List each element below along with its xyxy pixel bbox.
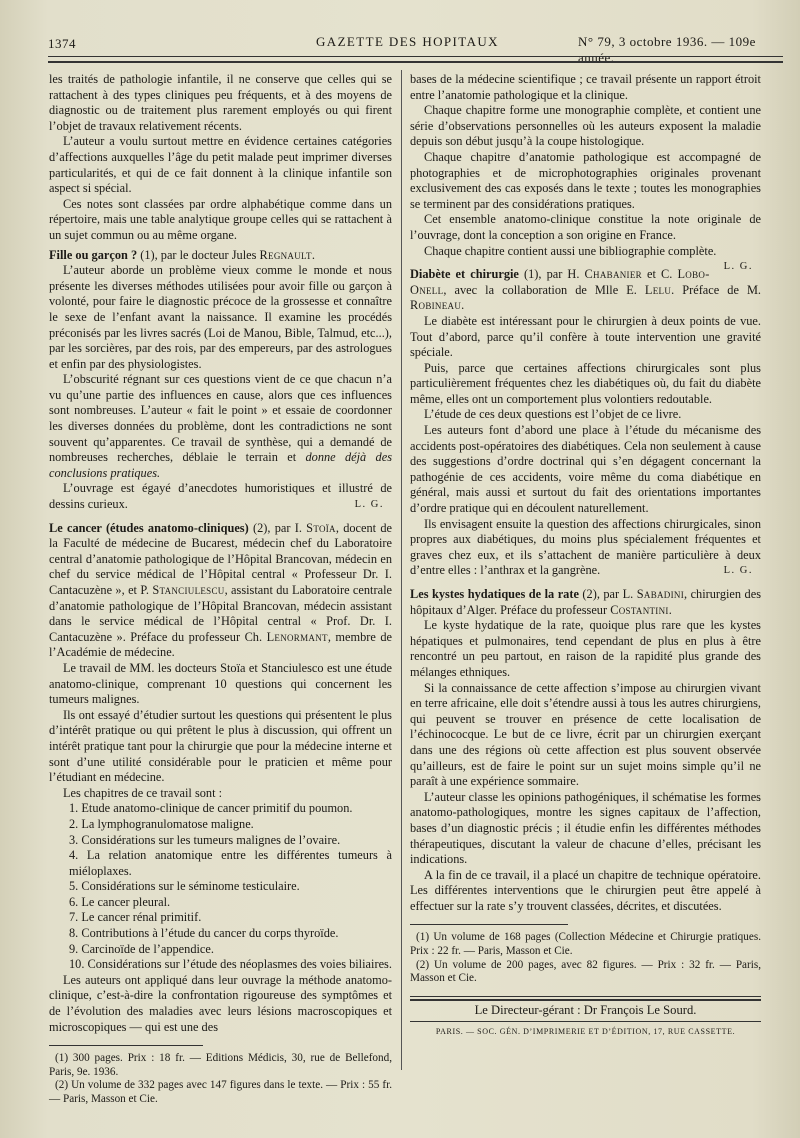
paragraph: Les auteurs font d’abord une place à l’étude du mécanisme des accidents post-opératoires des diabétiques. Cela non seulement à cause des suggestions d’ordre doctrinal qui s’en dégagent concernant la pathogénie de ces accidents, voire même du coma diabétique en général, mais aussi et surtout du fait des orientations importantes d’ordre pratique qui en découlent naturellement. <box>410 423 761 516</box>
review-heading-diabete: Diabète et chirurgie (1), par H. Chabanier et C. Lobo-Onell, avec la collaboration de Mlle E. Lelu. Préface de M. Robineau. <box>410 267 762 313</box>
page-header <box>48 30 770 65</box>
footnote-rule <box>410 924 568 925</box>
paragraph: L’auteur a voulu surtout mettre en évidence certaines catégories d’affections auxquelles l’âge du petit malade peut imprimer diverses particularités, et qui de ce fait donnent à la clinique infantile son aspect si spécial. <box>49 134 392 196</box>
review-title: Le cancer (études anatomo-cliniques) <box>49 520 249 535</box>
journal-title: GAZETTE DES HOPITAUX <box>316 34 499 49</box>
review-title: Fille ou garçon ? <box>49 247 138 262</box>
issue-info: N° 79, 3 octobre 1936. — 109e année. <box>578 34 756 65</box>
paragraph: Chaque chapitre contient aussi une bibliographie complète. L. G. <box>410 244 761 260</box>
paragraph: Puis, parce que certaines affections chirurgicales sont plus particulièrement fréquentes chez les diabétiques où, du fait du diabète même, elles ont un comportement plus volontiers redoutable. <box>410 360 761 406</box>
column-divider <box>401 70 402 1070</box>
list-item: 5. Considérations sur le séminome testiculaire. <box>69 879 300 894</box>
list-item: 3. Considérations sur les tumeurs malignes de l’ovaire. <box>69 832 341 847</box>
list-item: 2. La lymphogranulomatose maligne. <box>69 816 254 831</box>
list-item: 7. Le cancer rénal primitif. <box>69 910 202 925</box>
signature: L. G. <box>723 261 753 273</box>
page-number: 1374 <box>48 36 76 51</box>
printer-imprint: PARIS. — SOC. GÉN. D’IMPRIMERIE ET D’ÉDITION, 17, RUE CASSETTE. <box>435 1027 736 1037</box>
list-item: 9. Carcinoïde de l’appendice. <box>69 941 214 956</box>
footer-rule <box>410 1021 761 1022</box>
paragraph: Ils ont essayé d’étudier surtout les questions qui présentent le plus d’intérêt pratique ou qui prêtent le plus à discussion, qui offrent un intérêt pratique tant pour la chirurgie que pour la médecine interne et sont d’une utilité considérable pour le praticien et même pour l’étudiant en médecine. <box>49 707 392 785</box>
paragraph: L’étude de ces deux questions est l’objet de ce livre. <box>424 407 682 422</box>
paragraph: Le travail de MM. les docteurs Stoïa et Stanciulesco est une étude anatomo-clinique, comprenant 10 questions qui concernent les tumeurs malignes. <box>49 660 392 707</box>
paragraph: L’obscurité régnant sur ces questions vient de ce que chacun n’a vu qu’une partie des influences en cause, alors que ces influences sont nombreuses. L’auteur « fait le point » et essaie de coordonner les diverses données du problème, dont les contradictions ne sont souvent qu’apparentes. Ce travail de synthèse, qui a demandé de nombreuses recherches, déblaie le terrain et donne déjà des conclusions pratiques. <box>49 372 393 480</box>
paragraph: Les chapitres de ce travail sont : <box>63 785 223 800</box>
review-heading-kystes: Les kystes hydatiques de la rate (2), par L. Sabadini, chirurgien des hôpitaux d’Alger. Préface du professeur Costantini. <box>410 587 761 617</box>
paragraph: L’auteur classe les opinions pathogéniques, il schématise les formes anatomo-pathologiques, montre les signes capitaux de l’affection, bases d’un diagnostic précis ; il étudie enfin les différentes méthodes thérapeutiques, discutant la valeur de chacune d’elles, précisant les indications. <box>410 789 761 867</box>
paragraph: L’ouvrage est égayé d’anecdotes humoristiques et illustré de dessins curieux. L. G. <box>49 481 392 512</box>
paragraph: Ces notes sont classées par ordre alphabétique comme dans un répertoire, mais une table analytique groupe celles qui se rattachent à un sujet commun ou au même organe. <box>49 196 392 242</box>
author-name: Regnault <box>259 247 312 262</box>
signature: L. G. <box>354 499 384 511</box>
paragraph: Ils envisagent ensuite la question des affections chirurgicales, sinon propres aux diabétiques, du moins plus spécialement fréquentes et graves chez eux, et ils s’attachent de manière particulière à deux d’entre elles : l’anthrax et la gangrène. L. G. <box>410 516 761 578</box>
paragraph: Si la connaissance de cette affection s’impose au chirurgien vivant en terre africaine, elle doit s’étendre aussi à tous les autres chirurgiens, qui peuvent se trouver en présence de cette localisation de l’échinococque. Le but de ce livre, écrit par un chirurgien exerçant dans une des régions où cette affection est plus souvent observée qu’ailleurs, est de faire le point sur un sujet moins simple qu’il ne paraît à une expérience sommaire. <box>410 680 761 789</box>
list-item: 4. La relation anatomique entre les différentes tumeurs à miéloplaxes. <box>69 848 392 878</box>
paragraph: Le kyste hydatique de la rate, quoique plus rare que les kystes hépatiques et pulmonaires, tend cependant de plus en plus à être rencontré un peu partout, en raison de la rapidité plus grande des mélanges ethniques. <box>410 618 761 679</box>
footnote: (2) Un volume de 200 pages, avec 82 figures. — Prix : 32 fr. — Paris, Masson et Cie. <box>410 958 761 985</box>
list-item: 8. Contributions à l’étude du cancer du corps thyroïde. <box>69 926 339 941</box>
header-rule <box>48 56 783 57</box>
review-heading-fille: Fille ou garçon ? (1), par le docteur Jules Regnault. <box>49 247 315 262</box>
paragraph: L’auteur aborde un problème vieux comme le monde et nous présente les diverses méthodes utilisées pour avoir fille ou garçon à volonté, pour faire le diagnostic précoce de la grossesse et connaître le sexe de l’enfant avant la naissance. Il examine les procédés préconisés par les livres sacrés (Loi de Manou, Bible, Talmud, etc...), par les sorcières, par des rois, par des empereurs, par des astrologues et enfin par des physiologistes. <box>49 263 392 371</box>
review-title: Les kystes hydatiques de la rate <box>410 587 579 601</box>
paragraph: Les auteurs ont appliqué dans leur ouvrage la méthode anatomo-clinique, c’est-à-dire la confrontation rigoureuse des symptômes et de l’évolution des maladies avec leurs lésions macroscopiques et microscopiques — qui est une des <box>49 972 392 1034</box>
footnote: (1) 300 pages. Prix : 18 fr. — Editions Médicis, 30, rue de Bellefond, Paris, 9e. 1936. <box>49 1052 392 1078</box>
publisher-footer <box>410 996 761 1040</box>
paragraph: A la fin de ce travail, il a placé un chapitre de technique opératoire. Les différentes interventions que le chirurgien peut être appelé à effectuer sur la rate s’y trouvent classées, décrites, et discutées. <box>410 867 761 913</box>
review-title: Diabète et chirurgie <box>410 267 519 282</box>
header-rule-thick <box>48 61 783 63</box>
list-item: 10. Considérations sur l’étude des néoplasmes des voies biliaires. <box>69 957 392 972</box>
right-column <box>410 72 761 1040</box>
paragraph: Chaque chapitre forme une monographie complète, et contient une série d’observations personnelles où les auteurs exposent la maladie depuis son début jusqu’à la coupe histologique. <box>410 103 761 149</box>
footer-rule <box>410 996 761 997</box>
paragraph: bases de la médecine scientifique ; ce travail présente un rapport étroit entre l’anatomie pathologique et la clinique. <box>410 72 761 102</box>
footnote-rule <box>49 1045 203 1046</box>
review-heading-cancer: Le cancer (études anatomo-cliniques) (2), par I. Stoïa, docent de la Faculté de médecine de Bucarest, médecin chef du Laboratoire central d’anatomie pathologique de l’Hôpital Brancovan, médecin en chef du service médical de l’Hôpital central « Professeur Dr. I. Cantacuzène », et P. Stanciulescu, assistant du Laboratoire centrale d’anatomie pathologique de l’Hôpital Brancovan, médecin assistant dans le service médical de l’Hôpital central « Prof. Dr. I. Cantacuzène ». Préface du professeur Ch. Lenormant, membre de l’Académie de médecine. <box>49 520 392 660</box>
left-column <box>49 72 392 1107</box>
paragraph: Chaque chapitre d’anatomie pathologique est accompagné de photographies et de microphotographies originales provenant exclusivement des cas exposés dans le texte ; toutes les monographies se terminent par des considérations pratiques. <box>410 149 761 211</box>
list-item: 6. Le cancer pleural. <box>69 894 171 909</box>
paragraph: les traités de pathologie infantile, il ne conserve que celles qui se rattachent à des types cliniques peu fréquents, et à des moyens de diagnostic ou de traitement plus rarement employés ou qui firent l’objet de travaux relativement récents. <box>49 72 392 133</box>
paragraph: Le diabète est intéressant pour le chirurgien à deux points de vue. Tout d’abord, parce qu’il confère à toute intervention une gravité spéciale. <box>410 313 761 360</box>
list-item: 1. Etude anatomo-clinique de cancer primitif du poumon. <box>69 801 353 816</box>
director-line: Le Directeur-gérant : Dr François Le Sourd. <box>474 1002 697 1017</box>
footnote: (1) Un volume de 168 pages (Collection Médecine et Chirurgie pratiques. Prix : 22 fr. — Paris, Masson et Cie. <box>410 931 761 958</box>
signature: L. G. <box>723 565 753 577</box>
paragraph: Cet ensemble anatomo-clinique constitue la note originale de l’ouvrage, dont la conception a son origine en France. <box>410 212 761 242</box>
footnote: (2) Un volume de 332 pages avec 147 figures dans le texte. — Prix : 55 fr. — Paris, Masson et Cie. <box>49 1079 392 1105</box>
